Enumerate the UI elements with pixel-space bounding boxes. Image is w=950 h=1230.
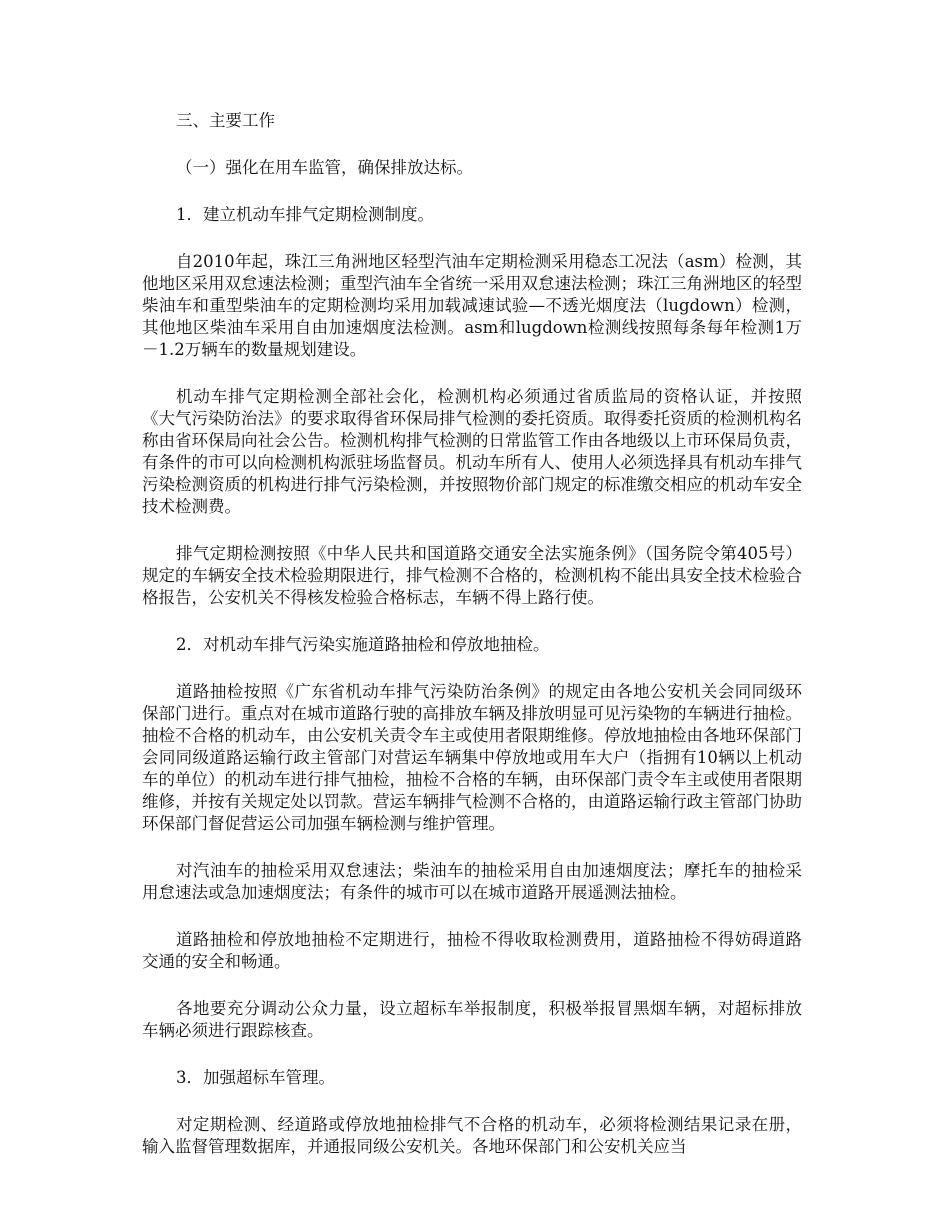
paragraph-2: 机动车排气定期检测全部社会化，检测机构必须通过省质监局的资格认证，并按照《大气污染防治法》的要求取得省环保局排气检测的委托资质。取得委托资质的检测机构名称由省环保局向社会公告。检测机构排气检测的日常监管工作由各地级以上市环保局负责，有条件的市可以向检测机构派驻场监督员。机动车所有人、使用人必须选择具有机动车排气污染检测资质的机构进行排气污染检测，并按照物价部门规定的标准缴交相应的机动车安全技术检测费。 — [142, 387, 802, 516]
paragraph-8: 对定期检测、经道路或停放地抽检排气不合格的机动车，必须将检测结果记录在册，输入监督管理数据库，并通报同级公安机关。各地环保部门和公安机关应当 — [142, 1115, 802, 1156]
section-heading: 三、主要工作 — [176, 111, 275, 130]
item-heading-1: 1．建立机动车排气定期检测制度。 — [176, 205, 434, 224]
paragraph-5: 对汽油车的抽检采用双怠速法；柴油车的抽检采用自由加速烟度法；摩托车的抽检采用怠速法或急加速烟度法；有条件的城市可以在城市道路开展遥测法抽检。 — [142, 861, 802, 902]
paragraph-4: 道路抽检按照《广东省机动车排气污染防治条例》的规定由各地公安机关会同同级环保部门进行。重点对在城市道路行驶的高排放车辆及排放明显可见污染物的车辆进行抽检。抽检不合格的机动车，由公安机关责令车主或使用者限期维修。停放地抽检由各地环保部门会同同级道路运输行政主管部门对营运车辆集中停放地或用车大户（指拥有10辆以上机动车的单位）的机动车进行排气抽检，抽检不合格的车辆，由环保部门责令车主或使用者限期维修，并按有关规定处以罚款。营运车辆排气检测不合格的，由道路运输行政主管部门协助环保部门督促营运公司加强车辆检测与维护管理。 — [142, 682, 802, 833]
item-heading-3: 3．加强超标车管理。 — [176, 1068, 335, 1087]
item-heading-2: 2．对机动车排气污染实施道路抽检和停放地抽检。 — [176, 635, 550, 654]
subsection-heading: （一）强化在用车监管，确保排放达标。 — [176, 158, 473, 177]
paragraph-6: 道路抽检和停放地抽检不定期进行，抽检不得收取检测费用，道路抽检不得妨碍道路交通的安全和畅通。 — [142, 930, 802, 971]
paragraph-7: 各地要充分调动公众力量，设立超标车举报制度，积极举报冒黑烟车辆，对超标排放车辆必须进行跟踪核查。 — [142, 999, 802, 1040]
paragraph-3: 排气定期检测按照《中华人民共和国道路交通安全法实施条例》（国务院令第405号）规定的车辆安全技术检验期限进行，排气检测不合格的，检测机构不能出具安全技术检验合格报告，公安机关不得核发检验合格标志，车辆不得上路行使。 — [142, 544, 802, 607]
document-body — [142, 110, 802, 1158]
paragraph-1: 自2010年起，珠江三角洲地区轻型汽油车定期检测采用稳态工况法（asm）检测，其他地区采用双怠速法检测；重型汽油车全省统一采用双怠速法检测；珠江三角洲地区的轻型柴油车和重型柴油车的定期检测均采用加载减速试验—不透光烟度法（lugdown）检测，其他地区柴油车采用自由加速烟度法检测。asm和lugdown检测线按照每条每年检测1万－1.2万辆车的数量规划建设。 — [142, 252, 802, 359]
